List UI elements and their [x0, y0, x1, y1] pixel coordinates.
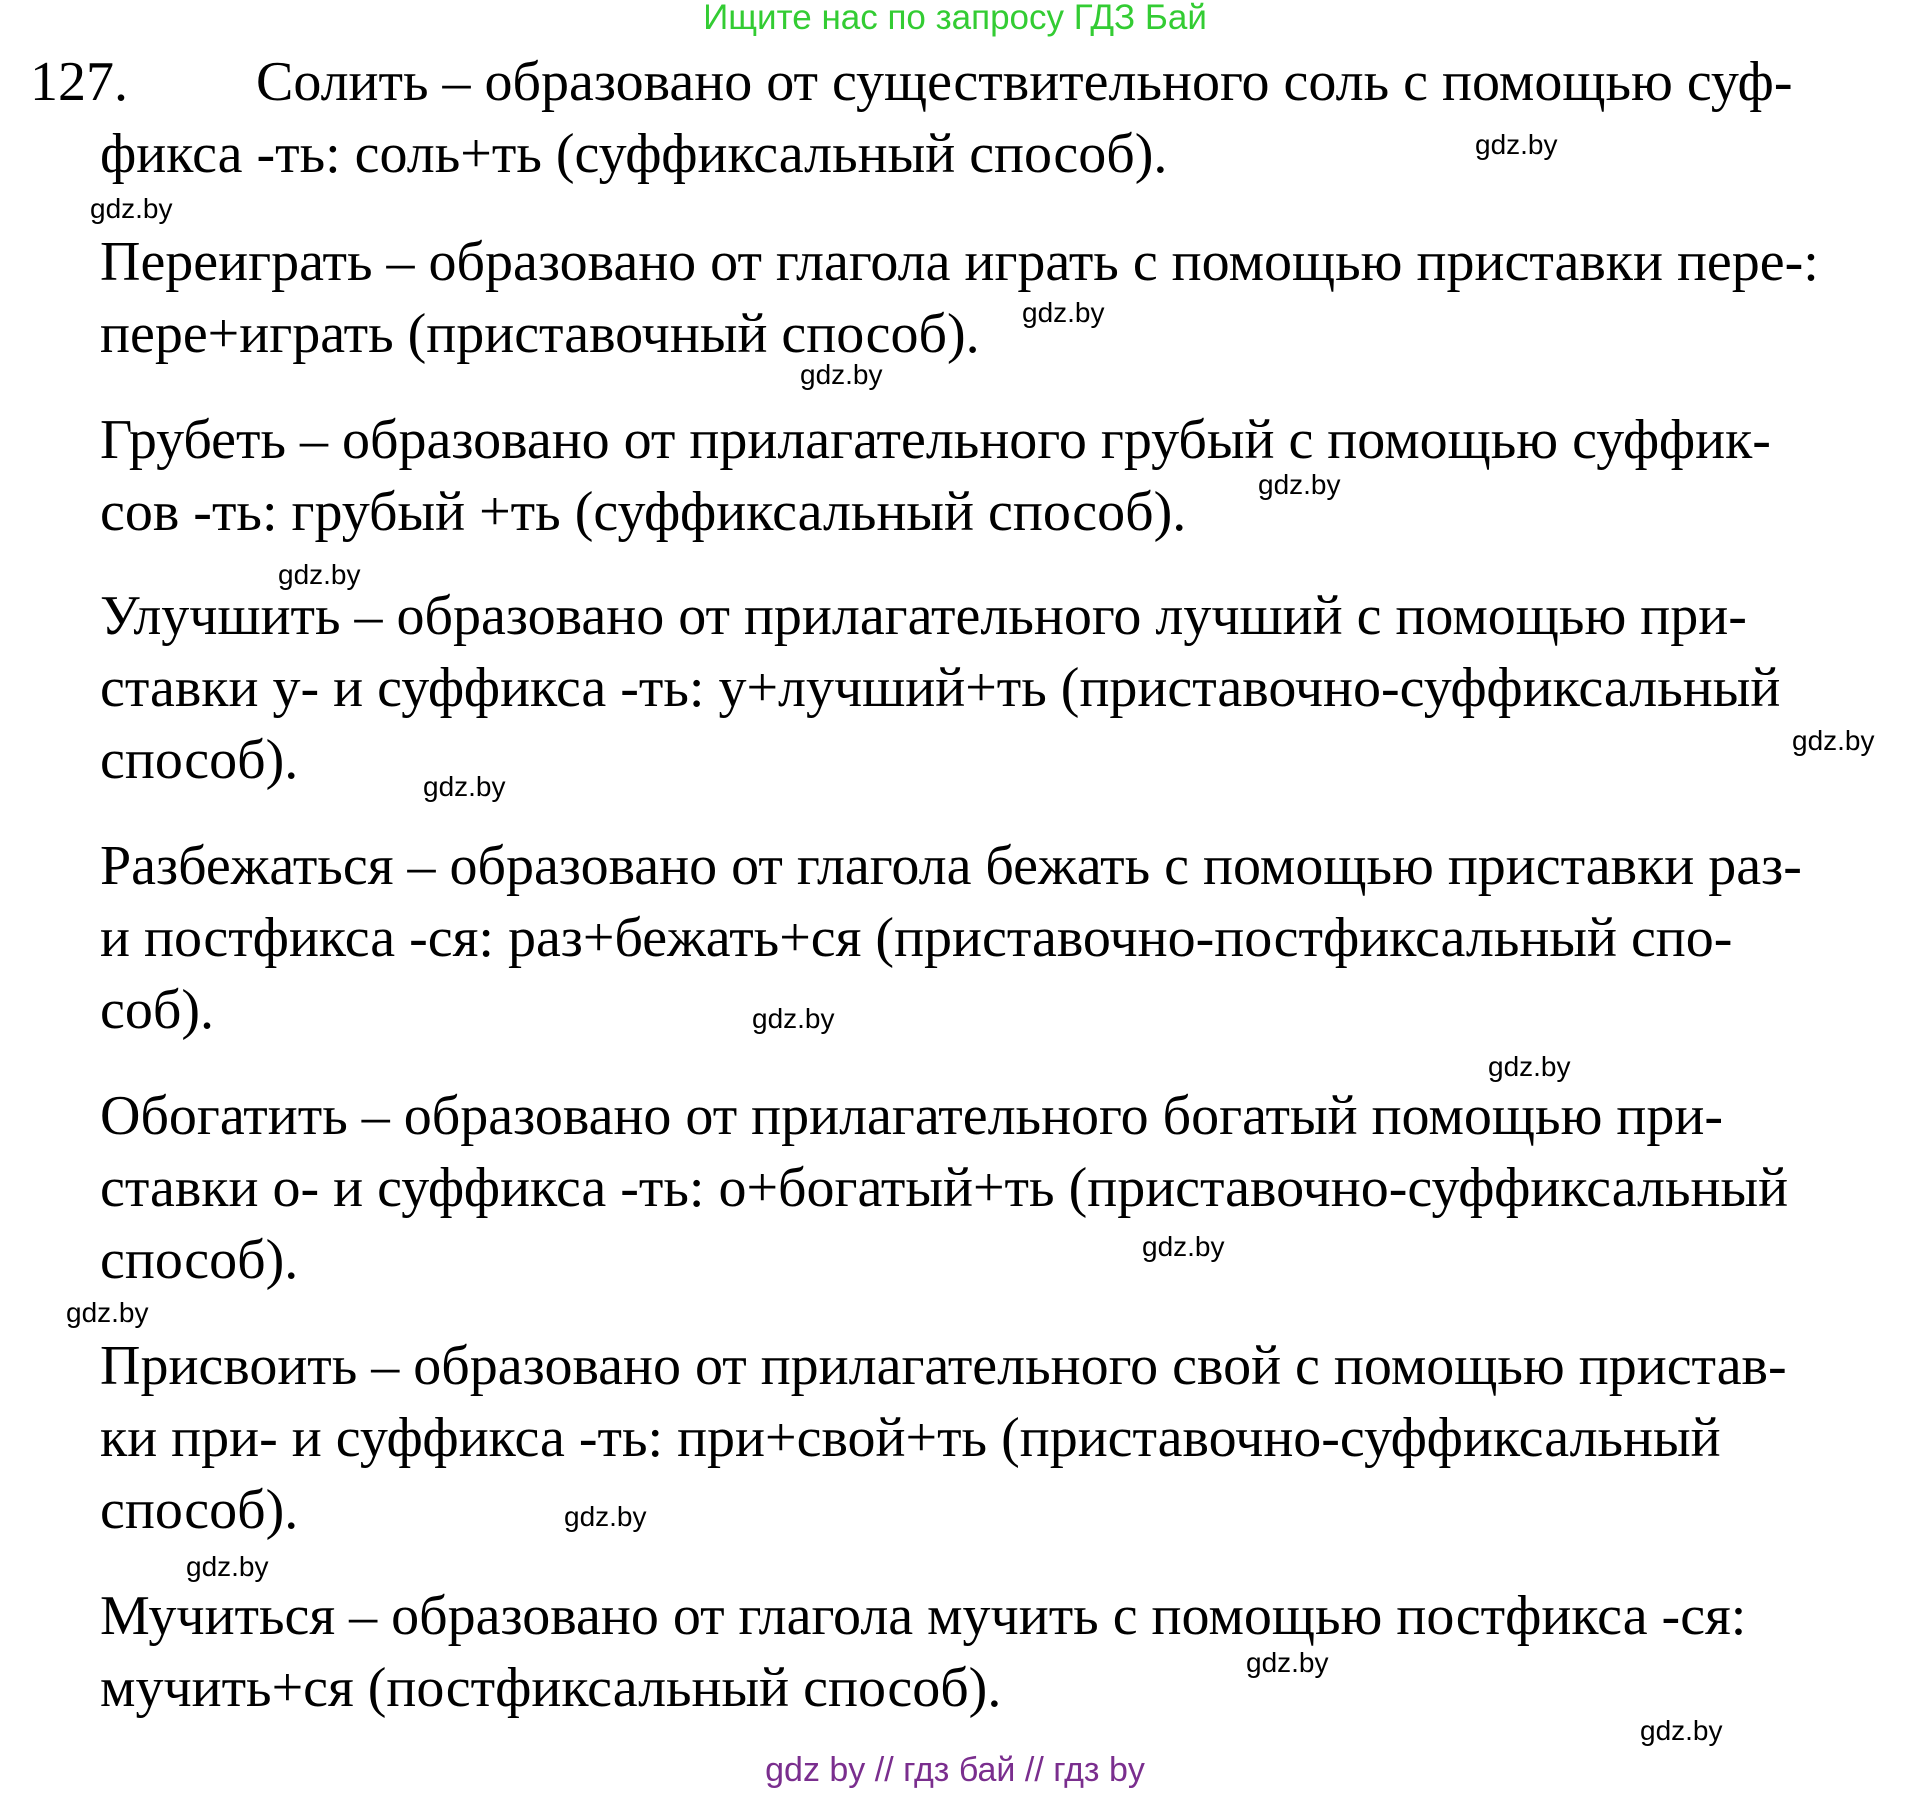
text-line: способ). [100, 1229, 299, 1291]
watermark: gdz.by [66, 1297, 149, 1328]
text-line: соб). [100, 979, 214, 1041]
watermark: gdz.by [423, 771, 506, 802]
text-line: и постфикса -ся: раз+бежать+ся (приставочно-постфиксальный спо- [100, 907, 1733, 969]
text-line: ки при- и суффикса -ть: при+свой+ть (приставочно-суффиксальный [100, 1407, 1721, 1469]
text-line: способ). [100, 729, 299, 791]
watermark: gdz.by [278, 559, 361, 590]
watermark: gdz.by [1022, 297, 1105, 328]
watermark: gdz.by [1246, 1647, 1329, 1678]
text-line: Присвоить – образовано от прилагательного свой с помощью пристав- [100, 1335, 1787, 1397]
watermark: gdz.by [1640, 1715, 1723, 1746]
text-line: Солить – образовано от существительного соль с помощью суф- [256, 51, 1793, 113]
watermark: gdz.by [1475, 129, 1558, 160]
footer-links[interactable]: gdz by // гдз бай // гдз by [765, 1751, 1145, 1789]
text-line: пере+играть (приставочный способ). [100, 303, 980, 365]
text-line: ставки у- и суффикса -ть: у+лучший+ть (приставочно-суффиксальный [100, 657, 1781, 719]
watermark: gdz.by [90, 193, 173, 224]
watermark: gdz.by [1142, 1231, 1225, 1262]
text-line: сов -ть: грубый +ть (суффиксальный способ). [100, 481, 1187, 543]
text-line: Обогатить – образовано от прилагательного богатый помощью при- [100, 1085, 1723, 1147]
text-line: Переиграть – образовано от глагола играть с помощью приставки пере-: [100, 231, 1819, 293]
text-line: мучить+ся (постфиксальный способ). [100, 1657, 1002, 1719]
watermark: gdz.by [186, 1551, 269, 1582]
text-line: Разбежаться – образовано от глагола бежать с помощью приставки раз- [100, 835, 1802, 897]
text-line: фикса -ть: соль+ть (суффиксальный способ). [100, 123, 1168, 185]
watermark: gdz.by [752, 1003, 835, 1034]
watermark: gdz.by [800, 359, 883, 390]
exercise-number: 127. [30, 51, 128, 113]
text-line: Мучиться – образовано от глагола мучить с помощью постфикса -ся: [100, 1585, 1747, 1647]
search-hint-link[interactable]: Ищите нас по запросу ГДЗ Бай [703, 0, 1207, 37]
watermark: gdz.by [1488, 1051, 1571, 1082]
text-line: Грубеть – образовано от прилагательного грубый с помощью суффик- [100, 409, 1771, 471]
watermark: gdz.by [564, 1501, 647, 1532]
text-line: способ). [100, 1479, 299, 1541]
watermark: gdz.by [1258, 469, 1341, 500]
watermark: gdz.by [1792, 725, 1875, 756]
text-line: Улучшить – образовано от прилагательного лучший с помощью при- [100, 585, 1747, 647]
text-line: ставки о- и суффикса -ть: о+богатый+ть (приставочно-суффиксальный [100, 1157, 1789, 1219]
